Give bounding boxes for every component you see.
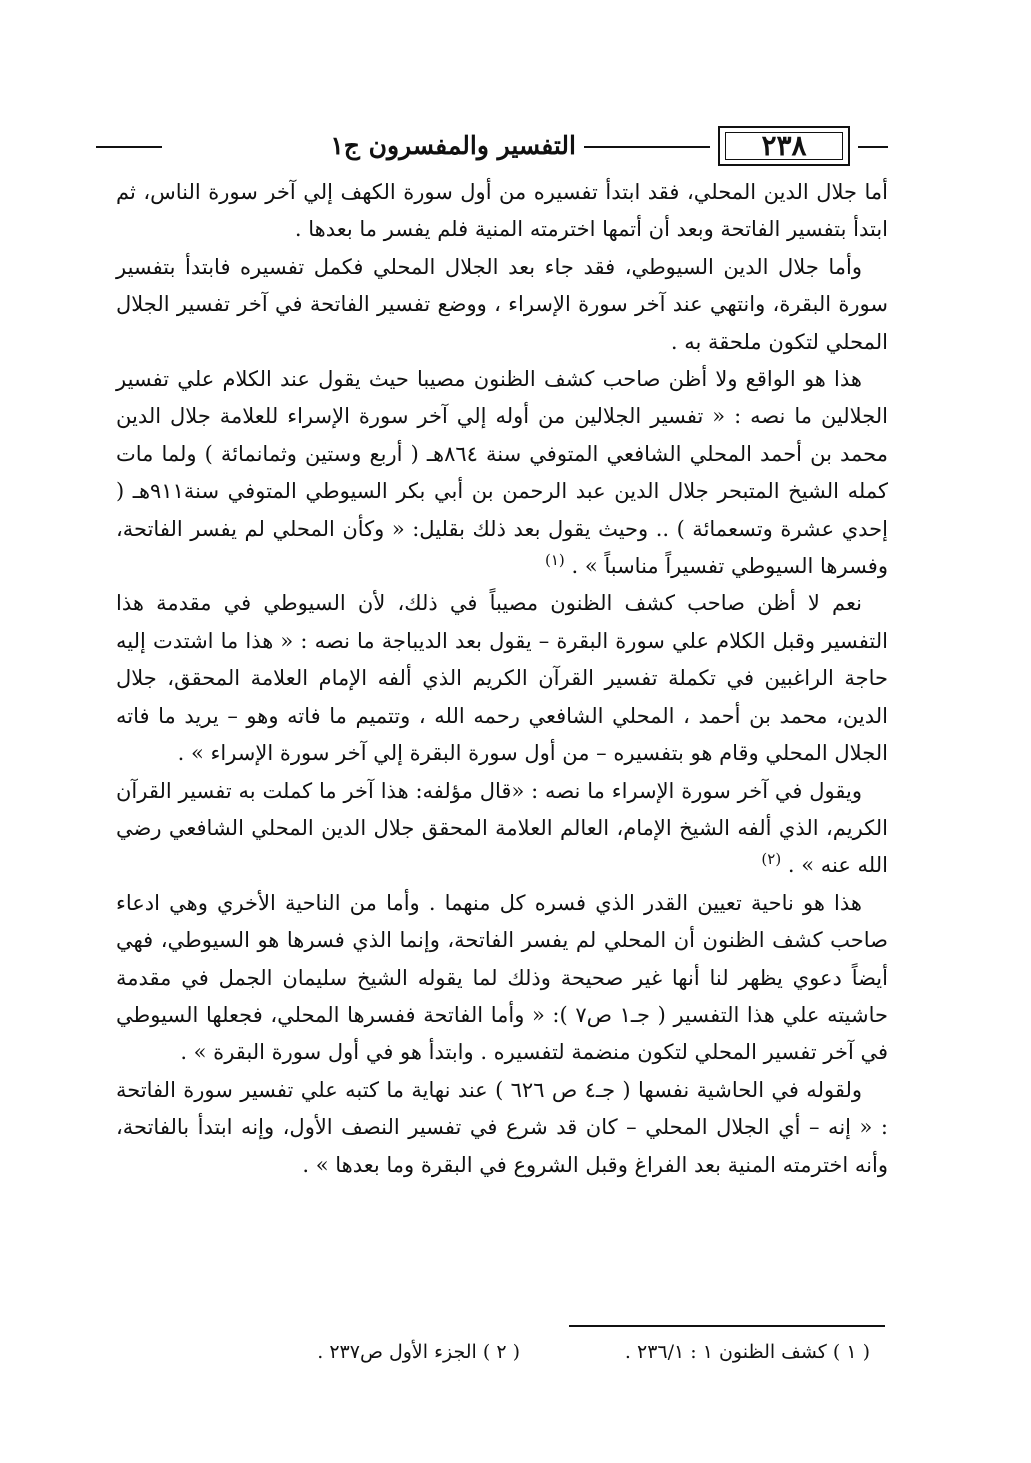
paragraph-2: وأما جلال الدين السيوطي، فقد جاء بعد الجلال المحلي فكمل تفسيره فابتدأ بتفسير سورة البقرة، وانتهي عند آخر سورة الإسراء ، ووضع تفسير الفاتحة في آخر تفسير الجلال المحلي لتكون ملحقة به . — [116, 254, 888, 354]
footnote-ref-2: (٢) — [761, 850, 782, 869]
running-title: التفسير والمفسرون ج١ — [330, 131, 576, 160]
header-rule-left — [96, 146, 162, 148]
paragraph-6: هذا هو ناحية تعيين القدر الذي فسره كل منهما . وأما من الناحية الأخري وهي ادعاء صاحب كشف الظنون أن المحلي لم يفسر الفاتحة، وإنما الذي فسرها هو السيوطي، فهي أيضاً دعوي يظهر لنا أنها غير صحيحة وذلك لما يقوله الشيخ سليمان الجمل في مقدمة حاشيته علي هذا التفسير ( جـ١ ص٧ ): « وأما الفاتحة ففسرها المحلي، فجعلها السيوطي في آخر تفسير المحلي لتكون منضمة لتفسيره . وابتدأ هو في أول سورة البقرة » . — [116, 890, 888, 1065]
paragraph-5: ويقول في آخر سورة الإسراء ما نصه : «قال مؤلفه: هذا آخر ما كملت به تفسير القرآن الكريم، الذي ألفه الشيخ الإمام، العالم العلامة المحقق جلال الدين المحلي الشافعي رضي الله عنه » . $^{(٢)}$ — [116, 778, 888, 878]
footnote-2: ( ٢ ) الجزء الأول ص٢٣٧ . — [317, 1341, 520, 1363]
paragraph-7: ولقوله في الحاشية نفسها ( جـ٤ ص ٦٢٦ ) عند نهاية ما كتبه علي تفسير سورة الفاتحة : « إنه – أي الجلال المحلي – كان قد شرع في تفسير النصف الأول، وإنه ابتدأ بالفاتحة، وأنه اخترمته المنية بعد الفراغ وقبل الشروع في البقرة وما بعدها » . — [116, 1077, 888, 1177]
footnote-1: ( ١ ) كشف الظنون ١ : ٢٣٦/١ . — [624, 1341, 870, 1363]
header-rule-right — [858, 146, 888, 148]
footnote-ref-1: (١) — [545, 551, 565, 570]
page-number: ٢٣٨ — [761, 129, 807, 162]
page-number-box — [718, 126, 850, 166]
paragraph-1: أما جلال الدين المحلي، فقد ابتدأ تفسيره من أول سورة الكهف إلي آخر سورة الناس، ثم ابتدأ بتفسير الفاتحة وبعد أن أتمها اخترمته المنية فلم يفسر ما بعدها . — [116, 180, 888, 242]
body-text — [116, 174, 888, 1184]
footnote-separator — [569, 1325, 885, 1327]
footnotes — [200, 1336, 870, 1368]
header-rule-middle — [584, 146, 710, 148]
paragraph-4: نعم لا أظن صاحب كشف الظنون مصيباً في ذلك، لأن السيوطي في مقدمة هذا التفسير وقبل الكلام علي سورة البقرة – يقول بعد الديباجة ما نصه : « هذا ما اشتدت إليه حاجة الراغبين في تكملة تفسير القرآن الكريم الذي ألفه الإمام العلامة المحقق، جلال الدين، محمد بن أحمد ، المحلي الشافعي رحمه الله ، وتتميم ما فاته وهو – يريد ما فاته الجلال المحلي وقام هو بتفسيره – من أول سورة البقرة إلي آخر سورة الإسراء » . — [116, 591, 888, 766]
running-header — [96, 120, 888, 174]
paragraph-3: هذا هو الواقع ولا أظن صاحب كشف الظنون مصيبا حيث يقول عند الكلام علي تفسير الجلالين ما نصه : « تفسير الجلالين من أوله إلي آخر سورة الإسراء للعلامة جلال الدين محمد بن أحمد المحلي الشافعي المتوفي سنة ٨٦٤هـ ( أربع وستين وثمانمائة ) ولما مات كمله الشيخ المتبحر جلال الدين عبد الرحمن بن أبي بكر السيوطي المتوفي سنة٩١١هـ ( إحدي عشرة وتسعمائة ) .. وحيث يقول بعد ذلك بقليل: « وكأن المحلي لم يفسر الفاتحة، وفسرها السيوطي تفسيراً مناسباً » . $^{(١)}$ — [116, 367, 888, 579]
